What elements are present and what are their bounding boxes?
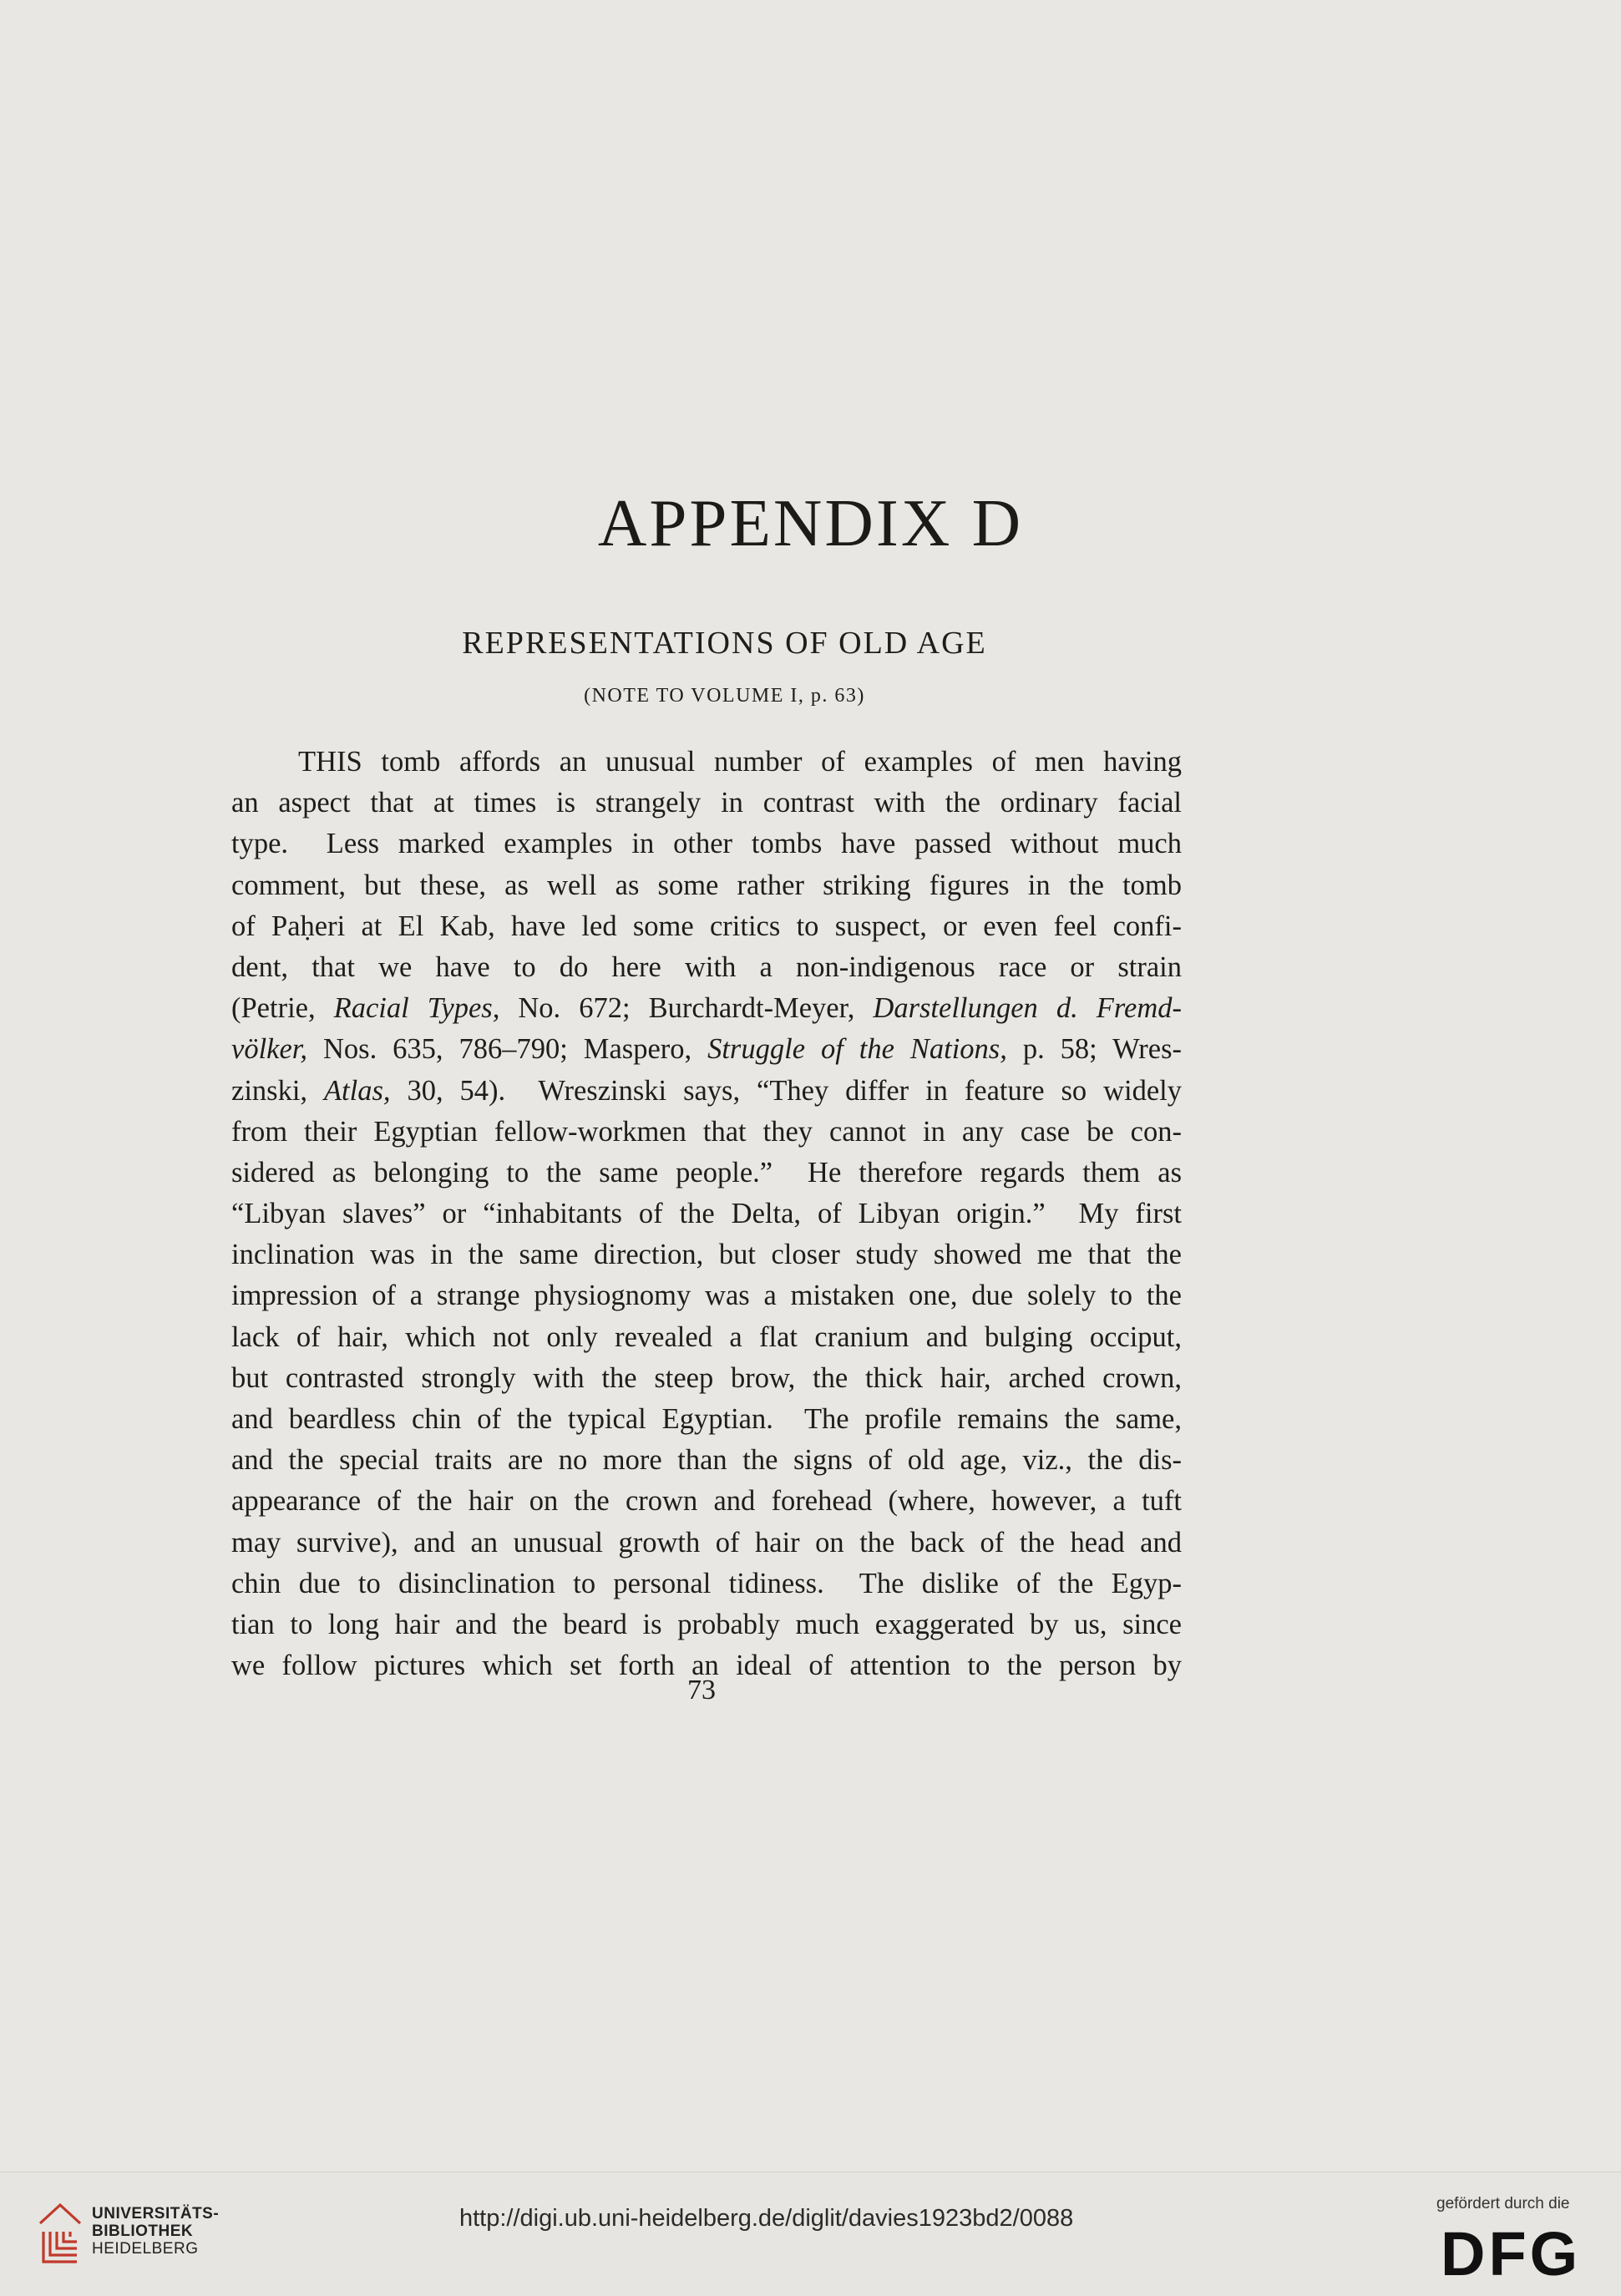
text-line (231, 1481, 1182, 1522)
text-run: appearance of the hair on the crown and forehead (where, however, a tuft (231, 1485, 1182, 1518)
text-run: impression of a strange physiognomy was a mistaken one, due solely to the (231, 1280, 1182, 1312)
text-line (231, 988, 1182, 1029)
volume-note: (NOTE TO VOLUME I, p. 63) (584, 685, 865, 707)
text-line (231, 947, 1182, 988)
text-run: an aspect that at times is strangely in contrast with the ordinary facial (231, 787, 1182, 819)
dfg-logo (1441, 2219, 1582, 2288)
text-run: chin due to disinclination to personal tidiness. The dislike of the Egyp- (231, 1567, 1182, 1599)
italic-citation: Racial Types, (333, 992, 500, 1025)
text-line (231, 742, 1182, 783)
italic-citation: Atlas, (323, 1074, 391, 1107)
text-run: (Petrie, (231, 992, 334, 1025)
text-run: but contrasted strongly with the steep brow, the thick hair, arched crown, (231, 1361, 1182, 1394)
text-run: 30, 54). Wreszinski says, “They differ in feature so widely (390, 1074, 1182, 1107)
text-run: we follow pictures which set forth an ideal of attention to the person by (231, 1650, 1182, 1682)
funded-by-label: gefördert durch die (1436, 2195, 1570, 2212)
text-run: comment, but these, as well as some rather striking figures in the tomb (231, 869, 1182, 901)
text-line (231, 865, 1182, 906)
text-line (231, 906, 1182, 947)
text-line (231, 1153, 1182, 1194)
page-title: APPENDIX D (597, 485, 1024, 560)
text-run: No. 672; Burchardt-Meyer, (499, 992, 874, 1025)
text-line (231, 1029, 1182, 1070)
source-url-link[interactable]: http://digi.ub.uni-heidelberg.de/diglit/davies1923bd2/0088 (459, 2205, 1074, 2232)
text-run: zinski, (231, 1074, 324, 1107)
text-line (231, 1112, 1182, 1153)
text-line (231, 1358, 1182, 1399)
text-line (231, 1071, 1182, 1112)
text-run: and the special traits are no more than the signs of old age, viz., the dis- (231, 1444, 1182, 1477)
text-line (231, 1399, 1182, 1440)
text-line (231, 1234, 1182, 1275)
italic-citation: Struggle of the Nations, (707, 1033, 1007, 1066)
text-line (231, 1194, 1182, 1234)
text-line (231, 1440, 1182, 1481)
text-run: tian to long hair and the beard is probably much exaggerated by us, since (231, 1608, 1182, 1640)
text-line (231, 1564, 1182, 1604)
text-line (231, 1604, 1182, 1645)
text-line (231, 1275, 1182, 1316)
text-run: and beardless chin of the typical Egyptian. The profile remains the same, (231, 1403, 1182, 1435)
text-run: sidered as belonging to the same people.” He therefore regards them as (231, 1156, 1182, 1189)
text-line (231, 783, 1182, 824)
text-run: p. 58; Wres- (1006, 1033, 1182, 1066)
text-run: lack of hair, which not only revealed a flat cranium and bulging occiput, (231, 1320, 1182, 1353)
text-run: “Libyan slaves” or “inhabitants of the Delta, of Libyan origin.” My first (231, 1198, 1182, 1230)
dfg-text: DFG (1441, 2219, 1582, 2288)
body-paragraph (231, 742, 1182, 1686)
section-subtitle: REPRESENTATIONS OF OLD AGE (462, 626, 987, 661)
text-run: Nos. 635, 786–790; Maspero, (307, 1033, 708, 1066)
text-line (231, 1317, 1182, 1358)
library-name-line3: HEIDELBERG (92, 2240, 199, 2258)
text-run: may survive), and an unusual growth of hair on the back of the head and (231, 1526, 1182, 1559)
text-run: from their Egyptian fellow-workmen that they cannot in any case be con- (231, 1115, 1182, 1148)
text-line (231, 824, 1182, 864)
text-run: THIS tomb affords an unusual number of examples of men having (298, 746, 1182, 778)
text-run: type. Less marked examples in other tombs have passed without much (231, 828, 1182, 860)
italic-citation: völker, (231, 1033, 308, 1066)
library-name-line2: BIBLIOTHEK (92, 2223, 194, 2240)
library-name-line1: UNIVERSITÄTS- (92, 2205, 220, 2223)
library-name (92, 2205, 219, 2258)
text-run: inclination was in the same direction, but closer study showed me that the (231, 1239, 1182, 1271)
footer-bar (0, 2172, 1621, 2296)
text-run: of Paḥeri at El Kab, have led some critics to suspect, or even feel confi- (231, 910, 1182, 942)
library-logo-icon (35, 2195, 85, 2272)
page-number: 73 (687, 1675, 716, 1706)
italic-citation: Darstellungen d. Fremd- (873, 992, 1182, 1025)
text-run: dent, that we have to do here with a non-indigenous race or strain (231, 950, 1182, 983)
text-line (231, 1523, 1182, 1564)
